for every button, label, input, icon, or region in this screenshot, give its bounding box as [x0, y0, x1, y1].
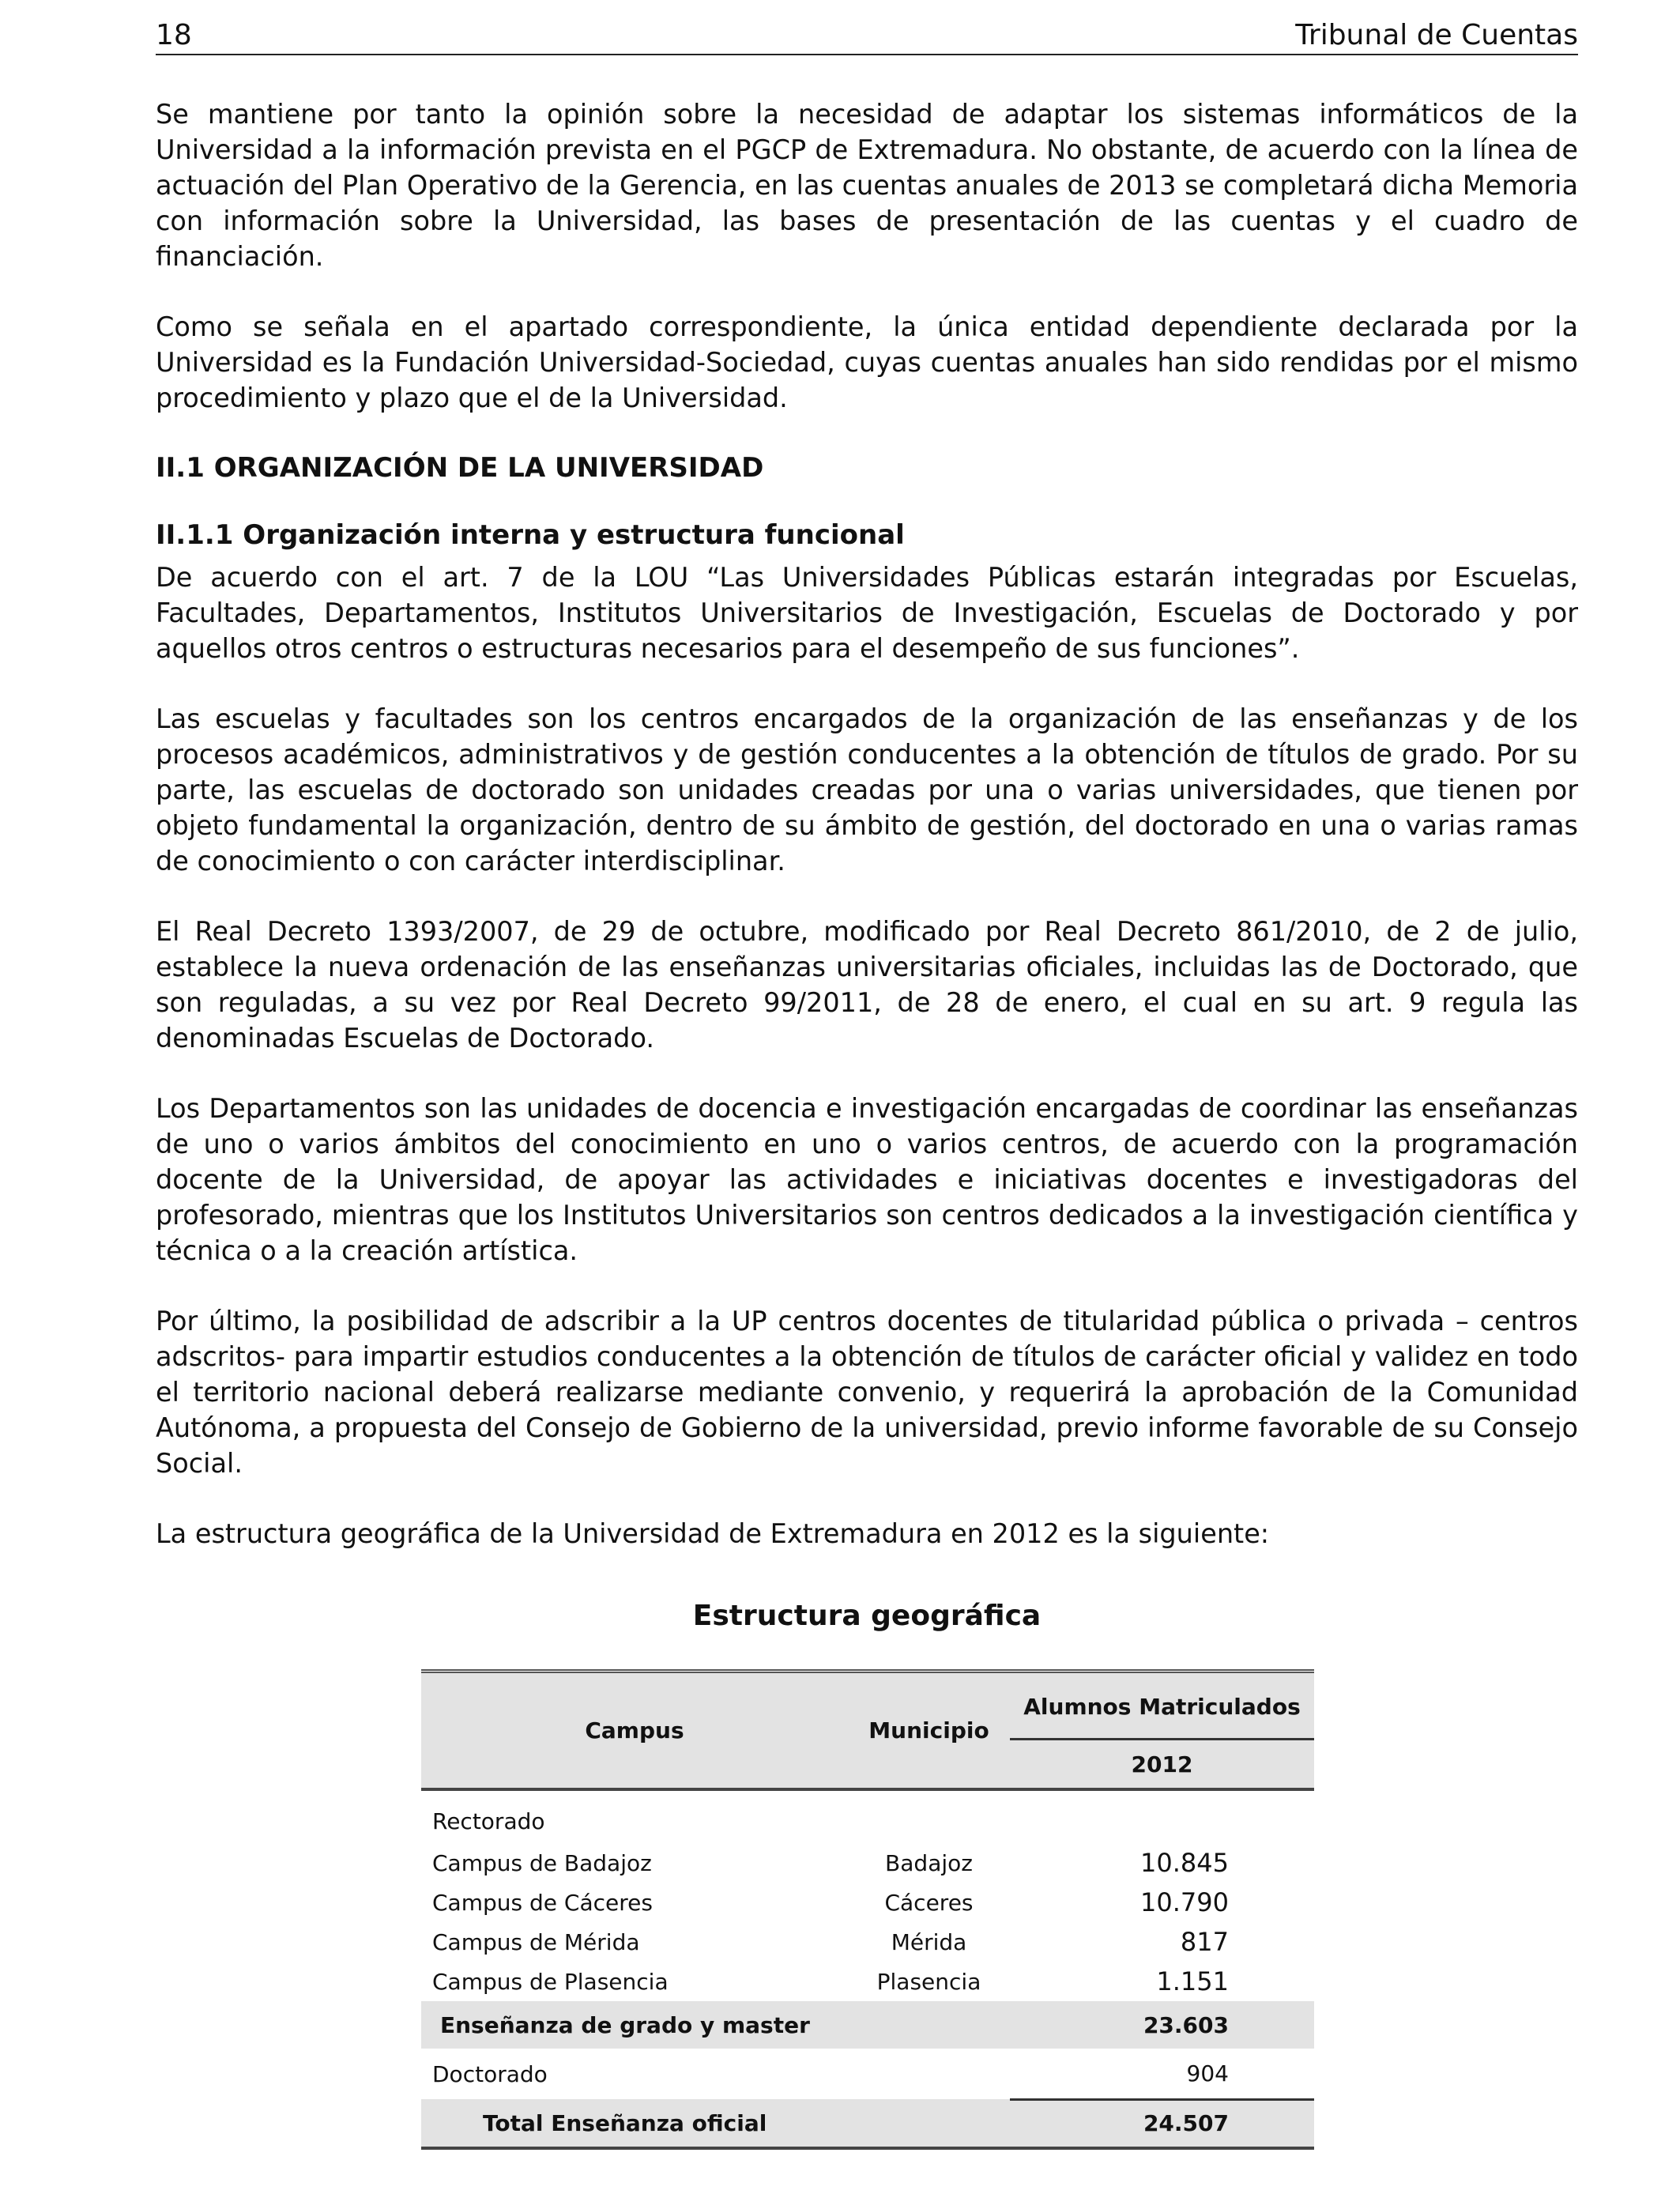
- row-alumnos: 10.790: [1140, 1887, 1229, 1917]
- paragraph-4: Las escuelas y facultades son los centros encargados de la organización de las enseñanzas y de los procesos académicos, administrativos y de gestión conducentes a la obtención de títulos de grado. Por su parte, las escuelas de doctorado son unidades creadas por una o varias universidades, que tienen por objeto fundamental la organización, dentro de su ámbito de gestión, del doctorado en una o varias ramas de conocimiento o con carácter interdisciplinar.: [156, 703, 1578, 876]
- doctorado-label: Doctorado: [432, 2060, 548, 2087]
- page-header: [156, 17, 1578, 55]
- row-alumnos: [1010, 1789, 1314, 1843]
- geographic-structure-table: [421, 1669, 1314, 2150]
- col-header-municipio: Municipio: [848, 1672, 1010, 1790]
- row-municipio: Badajoz: [885, 1849, 973, 1876]
- row-campus: Campus de Plasencia: [432, 1968, 669, 1995]
- section-heading: II.1 ORGANIZACIÓN DE LA UNIVERSIDAD: [156, 452, 764, 484]
- col-header-year: 2012: [1010, 1740, 1314, 1790]
- paragraph-5: El Real Decreto 1393/2007, de 29 de octubre, modificado por Real Decreto 861/2010, de 2 de julio, establece la nueva ordenación de las enseñanzas universitarias oficiales, incluidas las de Doctorado, que son reguladas, a su vez por Real Decreto 99/2011, de 28 de enero, el cual en su art. 9 regula las denominadas Escuelas de Doctorado.: [156, 916, 1578, 1054]
- table-row: [421, 1883, 1314, 1922]
- col-header-alumnos: Alumnos Matriculados: [1010, 1672, 1314, 1740]
- subtotal-label: Enseñanza de grado y master: [421, 2001, 848, 2049]
- paragraph-1: Se mantiene por tanto la opinión sobre la necesidad de adaptar los sistemas informáticos de la Universidad a la información prevista en el PGCP de Extremadura. No obstante, de acuerdo con la línea de actuación del Plan Operativo de la Gerencia, en las cuentas anuales de 2013 se completará dicha Memoria con información sobre la Universidad, las bases de presentación de las cuentas y el cuadro de financiación.: [156, 99, 1578, 272]
- total-row: [421, 2099, 1314, 2148]
- paragraph-8: La estructura geográfica de la Universidad de Extremadura en 2012 es la siguiente:: [156, 1518, 1270, 1549]
- page-number: 18: [156, 19, 192, 51]
- table-row: [421, 1922, 1314, 1962]
- subtotal-row: [421, 2001, 1314, 2049]
- document-body: [156, 96, 1578, 1586]
- row-municipio: Plasencia: [876, 1968, 981, 1995]
- row-campus: Campus de Mérida: [432, 1928, 640, 1955]
- paragraph-7: Por último, la posibilidad de adscribir a la UP centros docentes de titularidad pública o privada – centros adscritos- para impartir estudios conducentes a la obtención de títulos de carácter oficial y validez en todo el territorio nacional deberá realizarse mediante convenio, y requerirá la aprobación de la Comunidad Autónoma, a propuesta del Consejo de Gobierno de la universidad, previo informe favorable de su Consejo Social.: [156, 1306, 1578, 1479]
- total-label: Total Enseñanza oficial: [421, 2099, 848, 2148]
- row-municipio: Cáceres: [884, 1889, 974, 1916]
- row-campus: Campus de Cáceres: [432, 1889, 653, 1916]
- table-row: [421, 1843, 1314, 1883]
- total-value: 24.507: [1010, 2099, 1314, 2148]
- paragraph-3: De acuerdo con el art. 7 de la LOU “Las Universidades Públicas estarán integradas por Escuelas, Facultades, Departamentos, Institutos Universitarios de Investigación, Escuelas de Doctorado y por aquellos otros centros o estructuras necesarios para el desempeño de sus funciones”.: [156, 562, 1578, 664]
- paragraph-6: Los Departamentos son las unidades de docencia e investigación encargadas de coordinar las enseñanzas de uno o varios ámbitos del conocimiento en uno o varios centros, de acuerdo con la programación docente de la Universidad, de apoyar las actividades e iniciativas docentes e investigadoras del profesorado, mientras que los Institutos Universitarios son centros dedicados a la investigación científica y técnica o a la creación artística.: [156, 1093, 1578, 1266]
- subsection-heading: II.1.1 Organización interna y estructura funcional: [156, 519, 905, 551]
- row-campus: Campus de Badajoz: [432, 1849, 652, 1876]
- table-row: [421, 1962, 1314, 2001]
- doctorado-value: 904: [1186, 2060, 1229, 2087]
- row-campus: Rectorado: [432, 1808, 545, 1834]
- row-alumnos: 817: [1180, 1927, 1229, 1957]
- row-municipio: [848, 1789, 1010, 1843]
- header-organization: Tribunal de Cuentas: [1295, 19, 1578, 51]
- table-row: [421, 1789, 1314, 1843]
- paragraph-2: Como se señala en el apartado correspondiente, la única entidad dependiente declarada por la Universidad es la Fundación Universidad-Sociedad, cuyas cuentas anuales han sido rendidas por el mismo procedimiento y plazo que el de la Universidad.: [156, 311, 1578, 413]
- col-header-campus: Campus: [421, 1672, 848, 1790]
- subtotal-value: 23.603: [1010, 2001, 1314, 2049]
- row-alumnos: 1.151: [1156, 1966, 1229, 1996]
- table-title: Estructura geográfica: [692, 1600, 1042, 1632]
- row-alumnos: 10.845: [1140, 1848, 1229, 1878]
- table-header-row: [421, 1672, 1314, 1740]
- doctorado-row: [421, 2049, 1314, 2099]
- row-municipio: Mérida: [891, 1928, 967, 1955]
